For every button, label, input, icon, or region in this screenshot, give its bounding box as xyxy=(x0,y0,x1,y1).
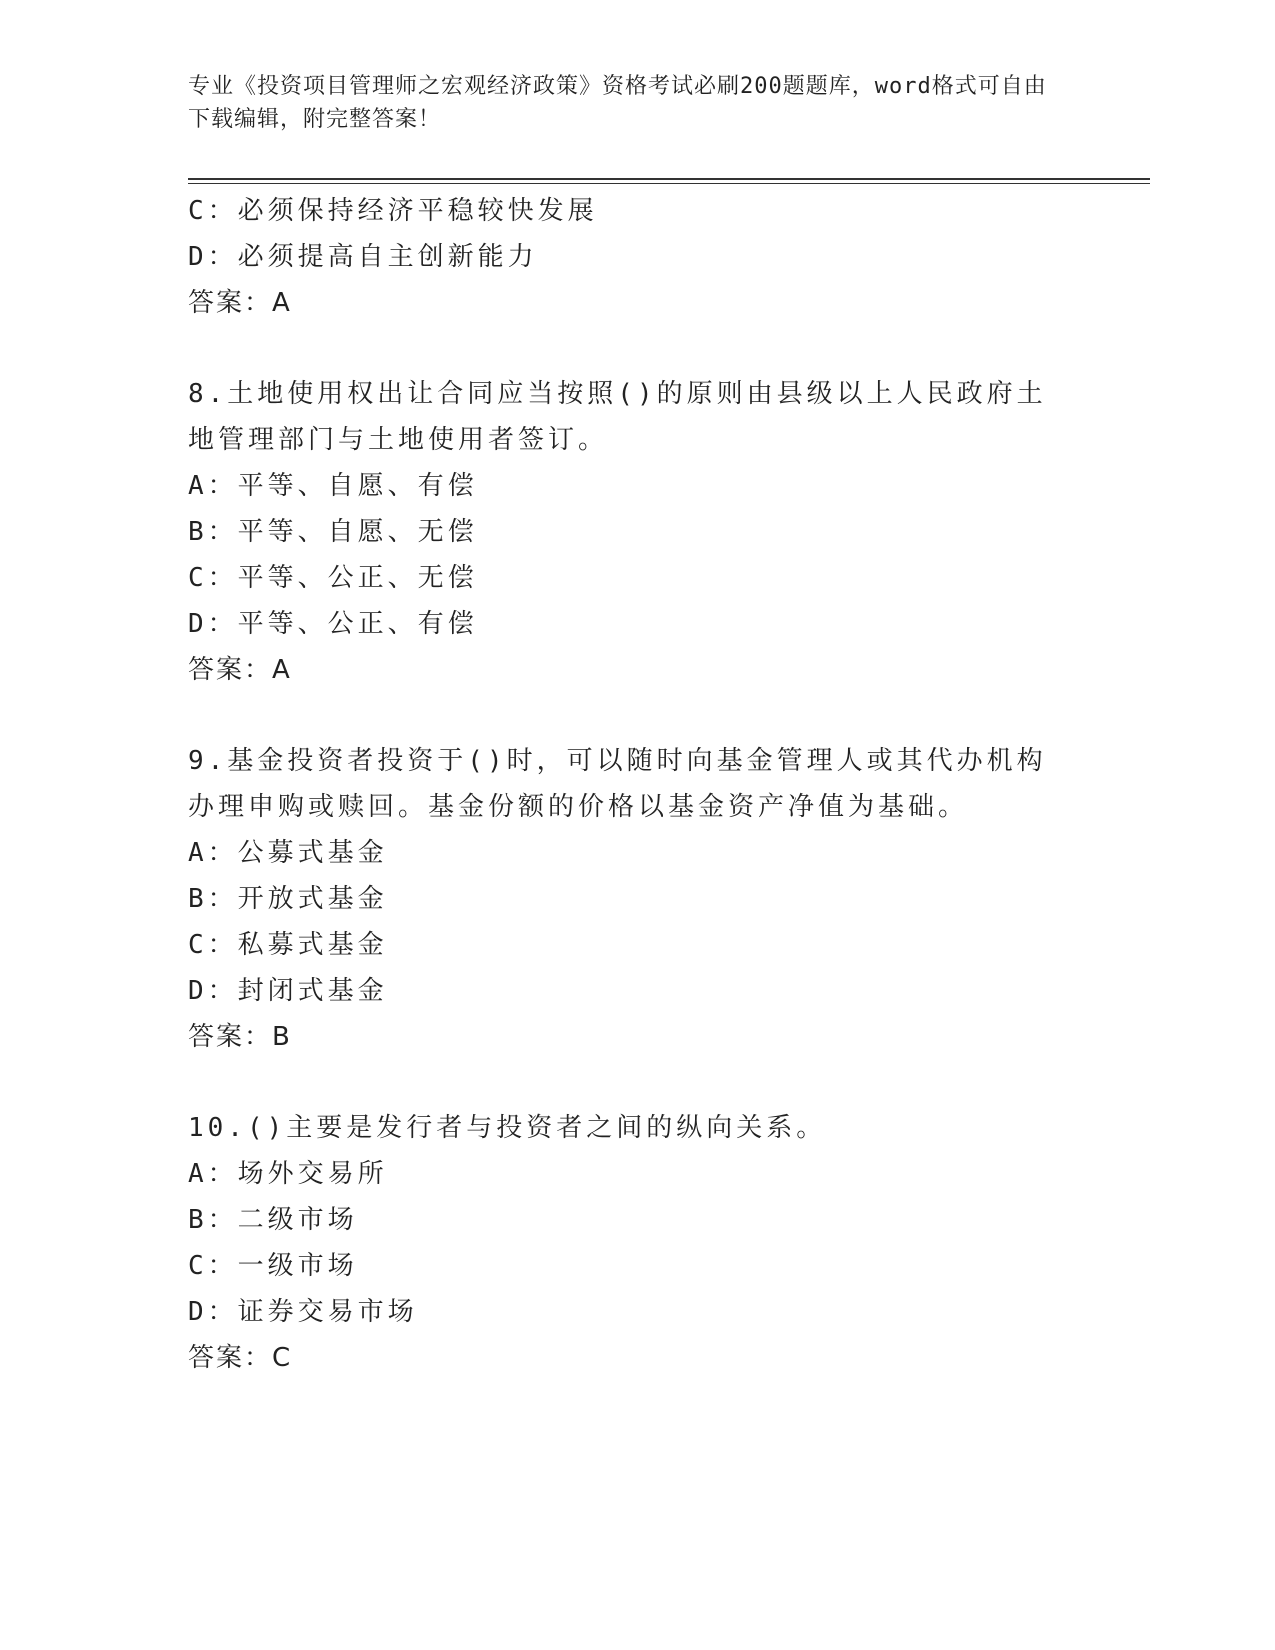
answer-line: 答案：C xyxy=(188,1343,293,1373)
answer-line: 答案：A xyxy=(188,655,292,685)
spacer xyxy=(188,1060,1068,1105)
option-d: D：平等、公正、有偿 xyxy=(188,609,478,639)
option-c: C：平等、公正、无偿 xyxy=(188,563,478,593)
option-d: D：封闭式基金 xyxy=(188,976,388,1006)
spacer xyxy=(188,693,1068,738)
option-c: C：一级市场 xyxy=(188,1251,358,1281)
question-stem: 10.()主要是发行者与投资者之间的纵向关系。 xyxy=(188,1113,827,1143)
option-b: B：二级市场 xyxy=(188,1205,358,1235)
question-stem: 9.基金投资者投资于()时，可以随时向基金管理人或其代办机构办理申购或赎回。基金份额的价格以基金资产净值为基础。 xyxy=(188,746,1047,822)
document-header: 专业《投资项目管理师之宏观经济政策》资格考试必刷200题题库，word格式可自由下载编辑，附完整答案！ xyxy=(188,74,1047,132)
question-7-continuation xyxy=(188,188,1068,326)
option-d: D：证券交易市场 xyxy=(188,1297,418,1327)
header-rule-thick xyxy=(188,178,1150,180)
answer-line: 答案：B xyxy=(188,1022,292,1052)
option-a: A：公募式基金 xyxy=(188,838,388,868)
question-10 xyxy=(188,1105,1068,1381)
option-a: A：平等、自愿、有偿 xyxy=(188,471,478,501)
option-b: B：开放式基金 xyxy=(188,884,388,914)
header-rule-thin xyxy=(188,183,1150,184)
question-8 xyxy=(188,371,1068,693)
option-c: C：必须保持经济平稳较快发展 xyxy=(188,196,598,226)
question-9 xyxy=(188,738,1068,1060)
option-b: B：平等、自愿、无偿 xyxy=(188,517,478,547)
spacer xyxy=(188,326,1068,371)
document-body xyxy=(188,188,1068,1381)
option-d: D：必须提高自主创新能力 xyxy=(188,242,538,272)
answer-line: 答案：A xyxy=(188,288,292,318)
question-stem: 8.土地使用权出让合同应当按照()的原则由县级以上人民政府土地管理部门与土地使用者签订。 xyxy=(188,379,1047,455)
option-a: A：场外交易所 xyxy=(188,1159,388,1189)
option-c: C：私募式基金 xyxy=(188,930,388,960)
